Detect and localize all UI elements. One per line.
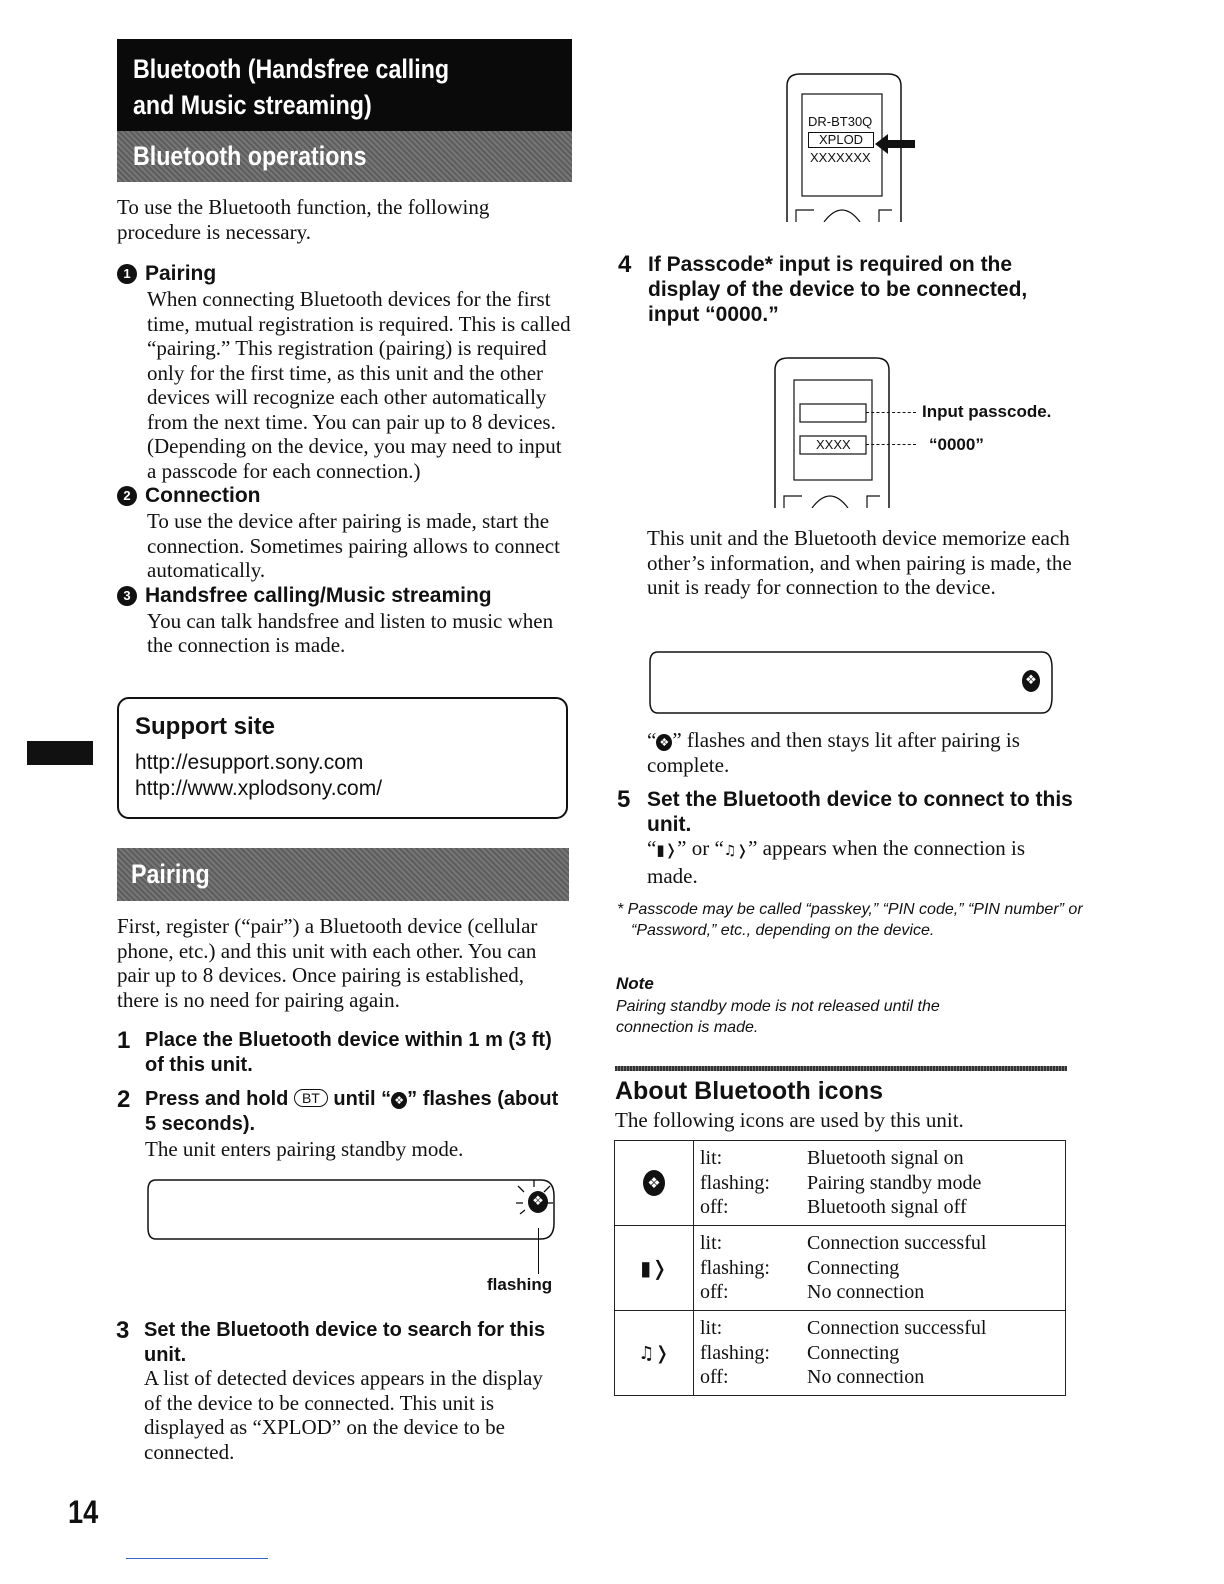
callout-input-passcode: Input passcode. <box>922 402 1052 421</box>
table-row: ▮❭ lit: flashing: off: Connection successful Connecting No connection <box>615 1226 1066 1311</box>
support-site-title: Support site <box>135 713 276 740</box>
number-badge-1: 1 <box>117 264 137 284</box>
procedure-title: Handsfree calling/Music streaming <box>145 583 492 607</box>
handsfree-icon: ▮❭ <box>656 841 678 859</box>
support-site-box <box>117 697 568 819</box>
bottom-rule <box>126 1558 268 1559</box>
icon-cell <box>615 1311 694 1396</box>
flashing-pointer-line <box>538 1228 539 1274</box>
unit-display-outline <box>648 650 1058 716</box>
flashing-label: flashing <box>487 1275 553 1294</box>
callout-line-2 <box>866 444 916 445</box>
icons-section-intro: The following icons are used by this unit. <box>615 1108 964 1132</box>
note-text: Pairing standby mode is not released until the connection is made. <box>616 998 940 1036</box>
procedure-title: Pairing <box>145 262 217 285</box>
page-number: 14 <box>68 1494 99 1530</box>
note-title: Note <box>616 974 654 993</box>
step-1-title: Place the Bluetooth device within 1 m (3 ft) of this unit. <box>145 1029 552 1076</box>
step-2-text: The unit enters pairing standby mode. <box>145 1137 464 1161</box>
bluetooth-icon: ❖ <box>391 1092 407 1109</box>
step-5-title: Set the Bluetooth device to connect to this unit. <box>647 788 1073 836</box>
handsfree-icon: ▮❭ <box>640 1256 668 1280</box>
table-row: ♫❭ lit: flashing: off: Connection successful Connecting No connection <box>615 1311 1066 1396</box>
step-3-title: Set the Bluetooth device to search for this unit. <box>144 1319 546 1366</box>
pairing-intro: First, register (“pair”) a Bluetooth device (cellular phone, etc.) and this unit with each other. You can pair up to 8 devices. Once pairing is established, there is no need for pairing again. <box>117 914 538 1012</box>
device-list-line2-selected: XPLOD <box>808 132 874 148</box>
passcode-footnote: * Passcode may be called “passkey,” “PIN code,” “PIN number” or “Password,” etc., depending on the device. <box>617 901 1083 939</box>
audio-streaming-icon: ♫❭ <box>638 1342 670 1364</box>
device-list-line1: DR-BT30Q <box>808 114 873 129</box>
bluetooth-flash-note: “ ❖ ” flashes and then stays lit after pairing is complete. <box>647 728 1020 777</box>
procedure-text: You can talk handsfree and listen to music when the connection is made. <box>147 608 554 657</box>
procedure-text: When connecting Bluetooth devices for the first time, mutual registration is required. This is called “pairing.” This registration (pairing) is required only for the first time, as this unit and the other devices will recognize each other automatically from the next time. You can pair up to 8 devices. (Depending on the device, you may need to input a passcode for each connection.) <box>147 287 571 483</box>
step-4-title: If Passcode* input is required on the display of the device to be connected, input “0000.” <box>648 253 1028 326</box>
unit-display-outline <box>146 1178 561 1248</box>
unit-display-lit <box>648 650 1058 715</box>
callout-line-1 <box>866 412 916 413</box>
step-2-title: Press and hold BT until “ ❖ ” flashes (about 5 seconds). <box>145 1088 559 1135</box>
number-badge-3: 3 <box>117 586 137 606</box>
phone-outline <box>772 356 902 508</box>
step-5-text: “▮❭” or “♫❭” appears when the connection is made. <box>647 836 1026 888</box>
bluetooth-icon: ❖ <box>656 734 672 751</box>
phone-illustration-device-list <box>784 72 919 222</box>
bluetooth-flashing-icon: ❖ <box>528 1191 552 1217</box>
section-divider <box>615 1066 1067 1071</box>
icon-cell <box>615 1226 694 1311</box>
section-title <box>117 39 572 131</box>
step-number-2: 2 <box>117 1086 131 1113</box>
device-list-line3: XXXXXXX <box>810 150 871 165</box>
section-title-line1: Bluetooth (Handsfree calling <box>133 54 450 84</box>
procedure-item-pairing <box>117 261 572 483</box>
section-header <box>117 39 572 182</box>
icons-section-title: About Bluetooth icons <box>615 1077 884 1105</box>
procedure-item-connection <box>117 483 572 583</box>
support-url-2[interactable]: http://www.xplodsony.com/ <box>135 777 383 800</box>
support-url-1[interactable]: http://esupport.sony.com <box>135 751 364 774</box>
unit-display-flashing <box>146 1178 556 1241</box>
flash-rays-icon <box>514 1178 554 1218</box>
icon-cell <box>615 1141 694 1226</box>
section-title-line2: and Music streaming) <box>133 90 372 120</box>
step-number-4: 4 <box>618 251 632 278</box>
phone-illustration-passcode <box>772 356 902 508</box>
pairing-heading: Pairing <box>131 859 210 889</box>
procedure-item-handsfree <box>117 583 572 658</box>
bluetooth-icon: ❖ <box>643 1170 665 1196</box>
intro-text: To use the Bluetooth function, the following procedure is necessary. <box>117 195 490 244</box>
section-subtitle-bar <box>117 131 572 182</box>
procedure-title: Connection <box>145 484 261 507</box>
bluetooth-icon: ❖ <box>1022 670 1040 692</box>
bt-button-icon: BT <box>294 1089 328 1107</box>
audio-streaming-icon: ♫❭ <box>723 843 749 859</box>
procedure-list <box>117 261 572 658</box>
step-3-text: A list of detected devices appears in the display of the device to be connected. This unit is displayed as “XPLOD” on the device to be connected. <box>144 1366 543 1464</box>
bluetooth-icons-table <box>614 1140 1066 1396</box>
side-tab-marker <box>27 741 93 765</box>
number-badge-2: 2 <box>117 486 137 506</box>
step-number-5: 5 <box>617 786 631 813</box>
passcode-field-value: XXXX <box>816 437 851 452</box>
table-row: ❖ lit: flashing: off: Bluetooth signal on Pairing standby mode Bluetooth signal off <box>615 1141 1066 1226</box>
callout-passcode-value: “0000” <box>929 435 984 454</box>
pairing-heading-bar <box>117 848 569 901</box>
step-4-text: This unit and the Bluetooth device memorize each other’s information, and when pairing is made, the unit is ready for connection to the device. <box>647 526 1072 599</box>
procedure-text: To use the device after pairing is made, start the connection. Sometimes pairing allows to connect automatically. <box>147 509 560 582</box>
section-subtitle: Bluetooth operations <box>133 141 367 171</box>
step-number-3: 3 <box>116 1317 130 1344</box>
step-number-1: 1 <box>117 1027 131 1054</box>
